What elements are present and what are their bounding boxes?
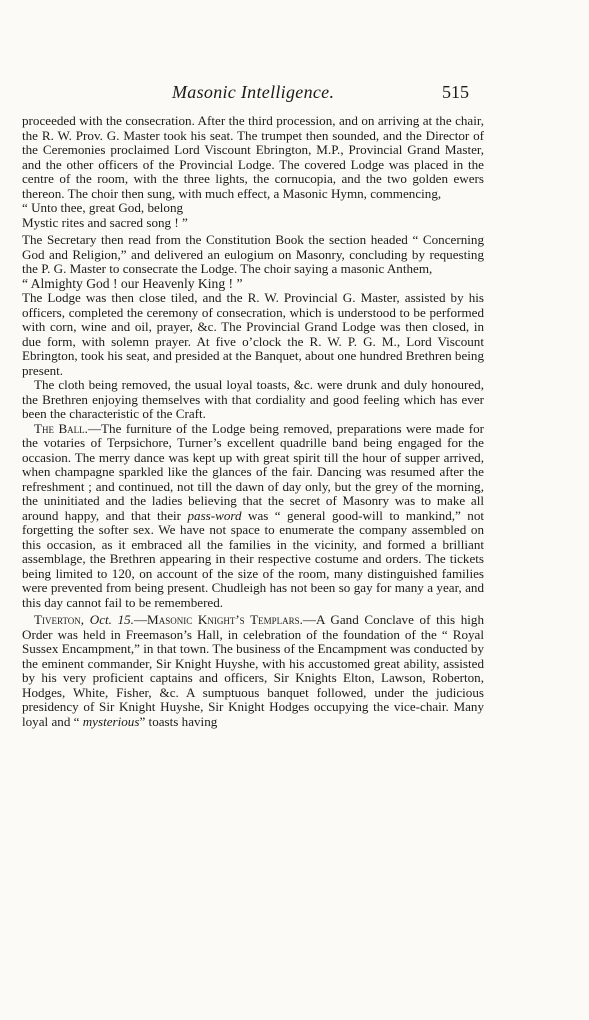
paragraph-secretary: The Secretary then read from the Constitution Book the section headed “ Concerning God and Religion,” and delivered an eulogium on Masonry, concluding by requesting the P. G. Master to consecrate the Lodge. The choir saying a masonic Anthem,: [22, 232, 484, 276]
tiverton-text-2: ” toasts having: [139, 713, 218, 729]
hymn-line-1: “ Unto thee, great God, belong: [22, 200, 184, 215]
page-number: 515: [442, 82, 469, 102]
page-header: [0, 82, 589, 106]
paragraph-consecration: proceeded with the consecration. After the third procession, and on arriving at the chair, the R. W. Prov. G. Master took his seat. The trumpet then sounded, and the Director of the Ceremonies proclaimed Lord Viscount Ebrington, M.P., Provincial Grand Master, and the other officers of the Provincial Lodge. The covered Lodge was placed in the centre of the room, with the three lights, the cornucopia, and the two golden ewers thereon. The choir then sung, with much effect, a Masonic Hymn, commencing,: [22, 113, 484, 201]
paragraph-toasts: The cloth being removed, the usual loyal toasts, &c. were drunk and duly honoured, the Brethren enjoying themselves with that cordiality and good feeling which has ever been the characteristic of the Craft.: [22, 377, 484, 421]
tiverton-text-1: —A Gand Conclave of this high Order was held in Freemason’s Hall, in celebration of the foundation of the “ Royal Sussex Encampment,” in that town. The business of the Encampment was conducted by the eminent commander, Sir Knight Huyshe, with his accustomed great ability, assisted by his very proficient captains and officers, Sir Knights Elton, Lawson, Roberton, Hodges, White, Fisher, &c. A sumptuous banquet followed, under the judicious presidency of Sir Knight Huyshe, Sir Knight Hodges occupying the vice-chair. Many loyal and “: [22, 612, 485, 729]
running-title: Masonic Intelligence.: [172, 82, 335, 102]
tiverton-date: Oct. 15.: [84, 612, 134, 627]
mysterious-term: mysterious: [82, 713, 140, 729]
hymn-line-2: Mystic rites and sacred song ! ”: [22, 214, 188, 230]
ball-text-1: —The furniture of the Lodge being removed, preparations were made for the votaries of Terpsichore, Turner’s excellent quadrille band being engaged for the occasion. The merry dance was kept up with great spirit till the hour of supper arrived, when champagne sparkled like the glances of the fair. Dancing was resumed after the refreshment ;: [22, 420, 484, 494]
ball-text-2: and continued, not till the dawn of day only, but the grey of the morning, the uninitiated and the ladies believing that the secret of Masonry was to make all around happy, and that their: [22, 478, 484, 523]
paragraph-tiverton: [22, 613, 484, 729]
ball-heading: The Ball.: [34, 420, 88, 436]
paragraph-lodge-tiled: The Lodge was then close tiled, and the R. W. Provincial G. Master, assisted by his officers, completed the ceremony of consecration, which is understood to be performed with corn, wine and oil, prayer, &c. The Provincial Grand Lodge was then closed, in due form, with solemn prayer. At five o’clock the R. W. P. G. M., Lord Viscount Ebrington, took his seat, and presided at the Banquet, about one hundred Brethren being present.: [22, 290, 484, 378]
tiverton-heading: Masonic Knight’s Templars.: [147, 612, 303, 627]
ball-text-3: was “ general good-will to mankind,” not forgetting the softer sex. We have not space to enumerate the company assembled on this occasion, as it embraced all the families in the vicinity, and formed a brilliant assemblage, the Brethren appearing in their respective costume and orders. The tickets being limited to 120, on account of the size of the room, many distinguished families were prevented from being present. Chudleigh has not been so gay for many a year, and this day cannot fail to be remembered.: [22, 507, 485, 610]
tiverton-place: Tiverton,: [34, 612, 85, 627]
paragraph-ball: [22, 422, 484, 611]
body-text: [22, 114, 484, 729]
anthem-line: “ Almighty God ! our Heavenly King ! ”: [22, 275, 243, 291]
pass-word-term: pass-word: [187, 507, 242, 523]
tiverton-dash: —: [133, 612, 148, 627]
